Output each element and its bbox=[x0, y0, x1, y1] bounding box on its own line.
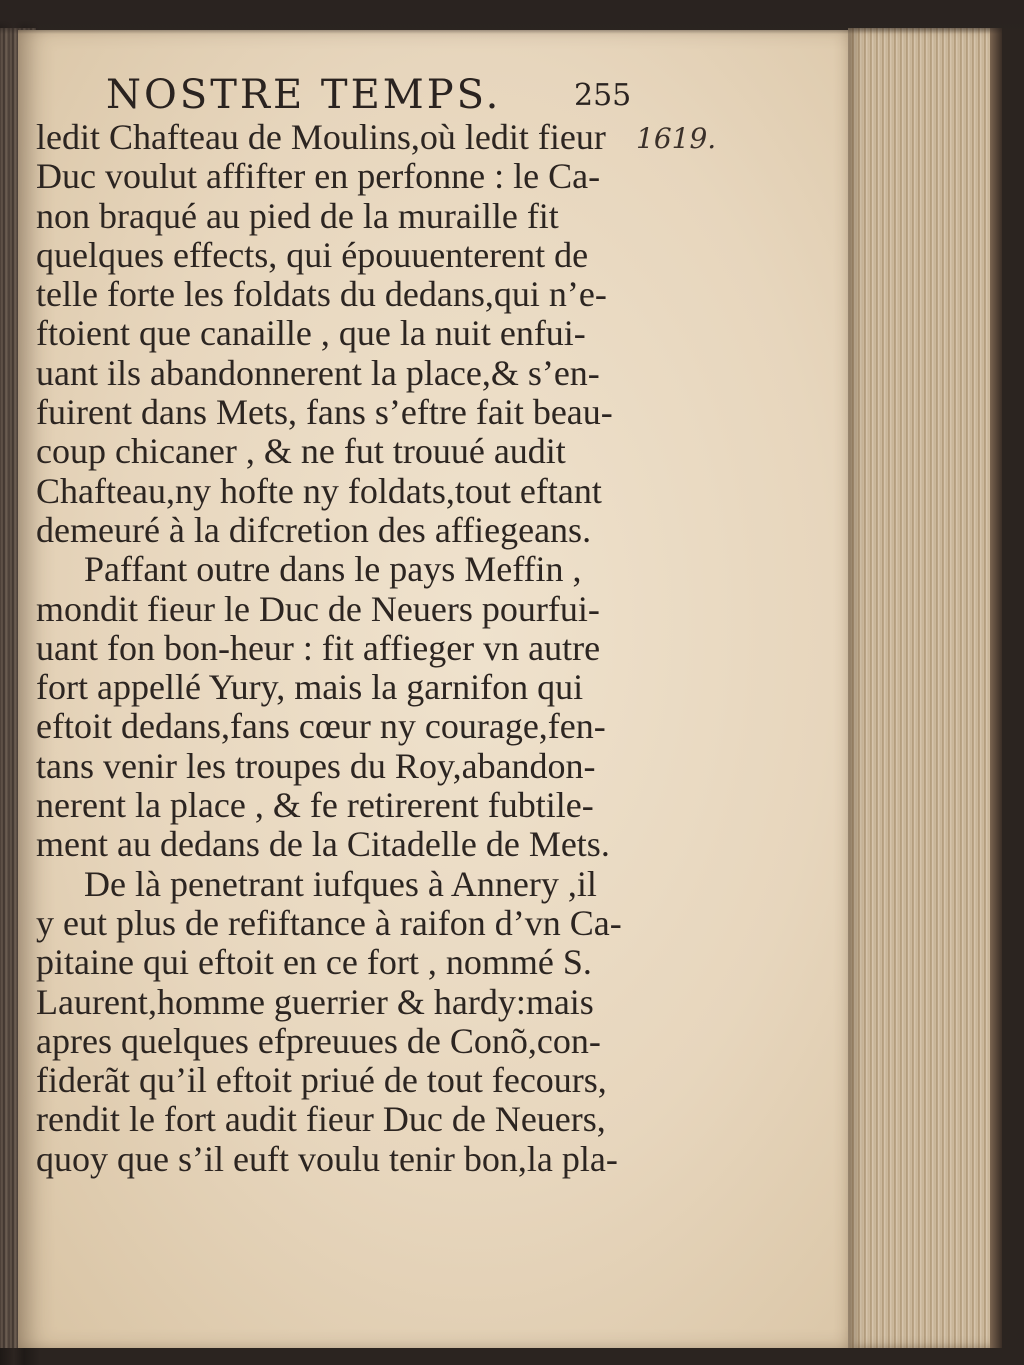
binding-shadow bbox=[0, 0, 1024, 34]
text-line bbox=[36, 393, 636, 432]
text-line bbox=[36, 904, 636, 943]
text-line bbox=[36, 1022, 636, 1061]
text-line-inner: uant fon bon-heur : fit affieger vn autre bbox=[36, 627, 601, 668]
text-line-inner: apres quelques efpreuues de Conõ,con- bbox=[36, 1020, 601, 1061]
text-line bbox=[36, 786, 636, 825]
text-line-inner: Duc voulut affifter en perfonne : le Ca- bbox=[36, 156, 601, 197]
text-line bbox=[36, 432, 636, 471]
text-line-inner: quoy que s’il euft voulu tenir bon,la pla- bbox=[36, 1138, 618, 1179]
text-line bbox=[36, 472, 636, 511]
text-line-inner: Paffant outre dans le pays Meffin , bbox=[84, 549, 582, 590]
text-line bbox=[36, 668, 636, 707]
text-line-inner: uant ils abandonnerent la place,& s’en- bbox=[36, 352, 600, 393]
running-head: NOSTRE TEMPS. bbox=[106, 72, 502, 118]
text-line bbox=[36, 314, 636, 353]
text-line bbox=[36, 707, 636, 746]
text-line bbox=[36, 1061, 636, 1100]
body-text bbox=[36, 118, 636, 1179]
margin-note-year: 1619. bbox=[636, 122, 717, 155]
text-line-inner: fort appellé Yury, mais la garnifon qui bbox=[36, 667, 584, 708]
text-line-inner: fiderãt qu’il eftoit priué de tout fecours, bbox=[36, 1060, 607, 1101]
text-line bbox=[36, 825, 636, 864]
text-line bbox=[36, 236, 636, 275]
text-line bbox=[36, 118, 636, 157]
page-number: 255 bbox=[574, 78, 632, 113]
text-line-inner: demeuré à la difcretion des affiegeans. bbox=[36, 509, 592, 550]
text-line bbox=[36, 629, 636, 668]
text-line-inner: rendit le fort audit fieur Duc de Neuers, bbox=[36, 1099, 606, 1140]
text-line-inner: eftoit dedans,fans cœur ny courage,fen- bbox=[36, 706, 606, 747]
text-line-inner: Chafteau,ny hofte ny foldats,tout eftant bbox=[36, 470, 602, 511]
page-stack-edge bbox=[848, 28, 998, 1348]
text-line-inner: telle forte les foldats du dedans,qui n’e- bbox=[36, 274, 607, 315]
text-line bbox=[36, 550, 636, 589]
text-line-inner: nerent la place , & fe retirerent fubtile- bbox=[36, 785, 594, 826]
text-line bbox=[36, 1100, 636, 1139]
text-line bbox=[36, 943, 636, 982]
text-line bbox=[36, 275, 636, 314]
text-line-inner: mondit fieur le Duc de Neuers pourfui- bbox=[36, 588, 600, 629]
text-line-inner: non braqué au pied de la muraille fit bbox=[36, 195, 559, 236]
text-line-inner: ment au dedans de la Citadelle de Mets. bbox=[36, 824, 610, 865]
text-line bbox=[36, 157, 636, 196]
text-line-inner: ledit Chafteau de Moulins,où ledit fieur bbox=[36, 117, 606, 157]
text-line bbox=[36, 590, 636, 629]
text-line-inner: coup chicaner , & ne fut trouué audit bbox=[36, 431, 566, 472]
text-line-inner: fuirent dans Mets, fans s’eftre fait beau- bbox=[36, 392, 613, 433]
text-line bbox=[36, 354, 636, 393]
text-line bbox=[36, 197, 636, 236]
text-line-inner: Laurent,homme guerrier & hardy:mais bbox=[36, 981, 594, 1022]
text-line bbox=[36, 865, 636, 904]
text-line bbox=[36, 1140, 636, 1179]
text-line-inner: ftoient que canaille , que la nuit enfui- bbox=[36, 313, 586, 354]
text-line-inner: y eut plus de refiftance à raifon d’vn Ca- bbox=[36, 902, 622, 943]
text-line-inner: quelques effects, qui épouuenterent de bbox=[36, 234, 589, 275]
text-line-inner: pitaine qui eftoit en ce fort , nommé S. bbox=[36, 942, 592, 983]
text-line bbox=[36, 983, 636, 1022]
text-line bbox=[36, 747, 636, 786]
text-line-inner: tans venir les troupes du Roy,abandon- bbox=[36, 745, 596, 786]
text-line-inner: De là penetrant iufques à Annery ,il bbox=[84, 863, 597, 904]
text-line bbox=[36, 511, 636, 550]
